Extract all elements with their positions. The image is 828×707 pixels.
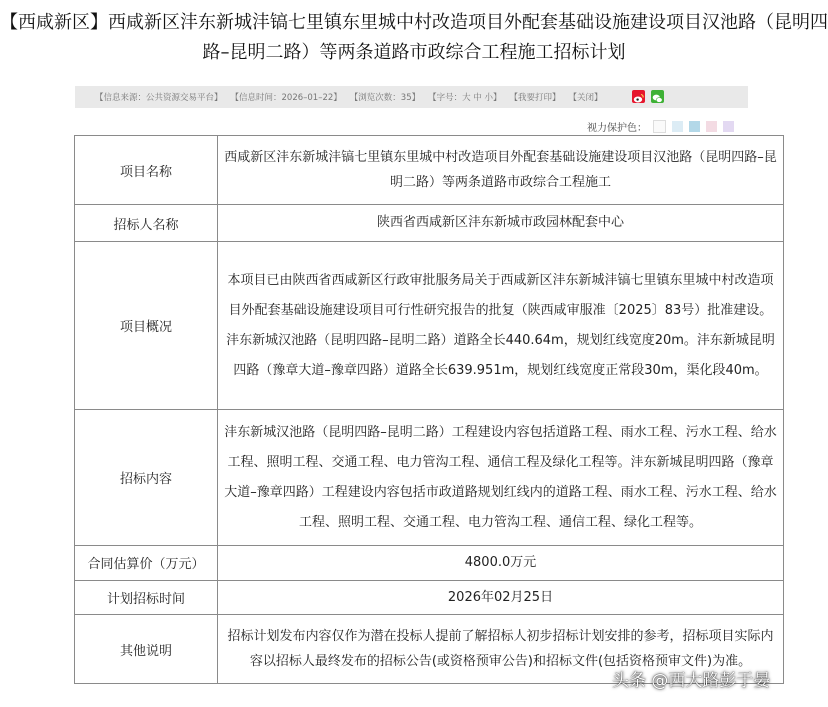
row-value: 2026年02月25日 xyxy=(218,580,784,615)
row-label: 招标人名称 xyxy=(75,205,218,242)
wechat-icon[interactable] xyxy=(651,90,664,103)
project-info-table xyxy=(74,135,784,684)
row-value: 西咸新区沣东新城沣镐七里镇东里城中村改造项目外配套基础设施建设项目汉池路（昆明四路–昆明二路）等两条道路市政综合工程施工 xyxy=(218,136,784,205)
color-swatch-4[interactable] xyxy=(706,121,717,132)
table-row xyxy=(75,580,784,615)
row-label: 项目概况 xyxy=(75,242,218,410)
eye-protection-bar xyxy=(587,119,734,133)
page-title-line-1: 【西咸新区】西咸新区沣东新城沣镐七里镇东里城中村改造项目外配套基础设施建设项目汉池路（昆明四 xyxy=(0,12,828,33)
weibo-icon[interactable] xyxy=(632,90,645,103)
font-size-control[interactable]: 【字号：大 中 小】 xyxy=(428,93,502,103)
print-link[interactable]: 【我要打印】 xyxy=(509,93,561,103)
row-label: 合同估算价（万元） xyxy=(75,546,218,581)
page-title xyxy=(0,8,828,68)
info-source: 【信息来源：公共资源交易平台】 xyxy=(95,93,223,103)
row-label: 其他说明 xyxy=(75,615,218,684)
table-row xyxy=(75,136,784,205)
info-date: 【信息时间：2026–01–22】 xyxy=(230,93,342,103)
color-swatch-2[interactable] xyxy=(672,121,683,132)
watermark: 头条 @西大路彭于晏 xyxy=(612,671,771,691)
color-swatch-1[interactable] xyxy=(653,120,666,133)
eye-protection-label: 视力保护色： xyxy=(587,122,647,134)
close-link[interactable]: 【关闭】 xyxy=(568,93,603,103)
row-label: 项目名称 xyxy=(75,136,218,205)
table-row xyxy=(75,205,784,242)
row-value: 招标计划发布内容仅作为潜在投标人提前了解招标人初步招标计划安排的参考，招标项目实际内容以招标人最终发布的招标公告(或资格预审公告)和招标文件(包括资格预审文件)为准。 xyxy=(218,615,784,684)
page-title-line-2: 路–昆明二路）等两条道路市政综合工程施工招标计划 xyxy=(202,42,626,63)
table-row xyxy=(75,242,784,410)
row-label: 计划招标时间 xyxy=(75,580,218,615)
row-value: 陕西省西咸新区沣东新城市政园林配套中心 xyxy=(218,205,784,242)
row-value: 4800.0万元 xyxy=(218,546,784,581)
row-value: 沣东新城汉池路（昆明四路–昆明二路）工程建设内容包括道路工程、雨水工程、污水工程、给水工程、照明工程、交通工程、电力管沟工程、通信工程及绿化工程等。沣东新城昆明四路（豫章大道–豫章四路）工程建设内容包括市政道路规划红线内的道路工程、雨水工程、污水工程、给水工程、照明工程、交通工程、电力管沟工程、通信工程、绿化工程等。 xyxy=(218,410,784,546)
info-views: 【浏览次数：35】 xyxy=(349,93,421,103)
row-value: 本项目已由陕西省西咸新区行政审批服务局关于西咸新区沣东新城沣镐七里镇东里城中村改造项目外配套基础设施建设项目可行性研究报告的批复（陕西咸审服准〔2025〕83号）批准建设。沣东新城汉池路（昆明四路–昆明二路）道路全长440.64m，规划红线宽度20m。沣东新城昆明四路（豫章大道–豫章四路）道路全长639.951m，规划红线宽度正常段30m，渠化段40m。 xyxy=(218,242,784,410)
table-row xyxy=(75,410,784,546)
color-swatch-5[interactable] xyxy=(723,121,734,132)
row-label: 招标内容 xyxy=(75,410,218,546)
color-swatch-3[interactable] xyxy=(689,121,700,132)
table-row xyxy=(75,546,784,581)
share-icons xyxy=(632,90,664,103)
